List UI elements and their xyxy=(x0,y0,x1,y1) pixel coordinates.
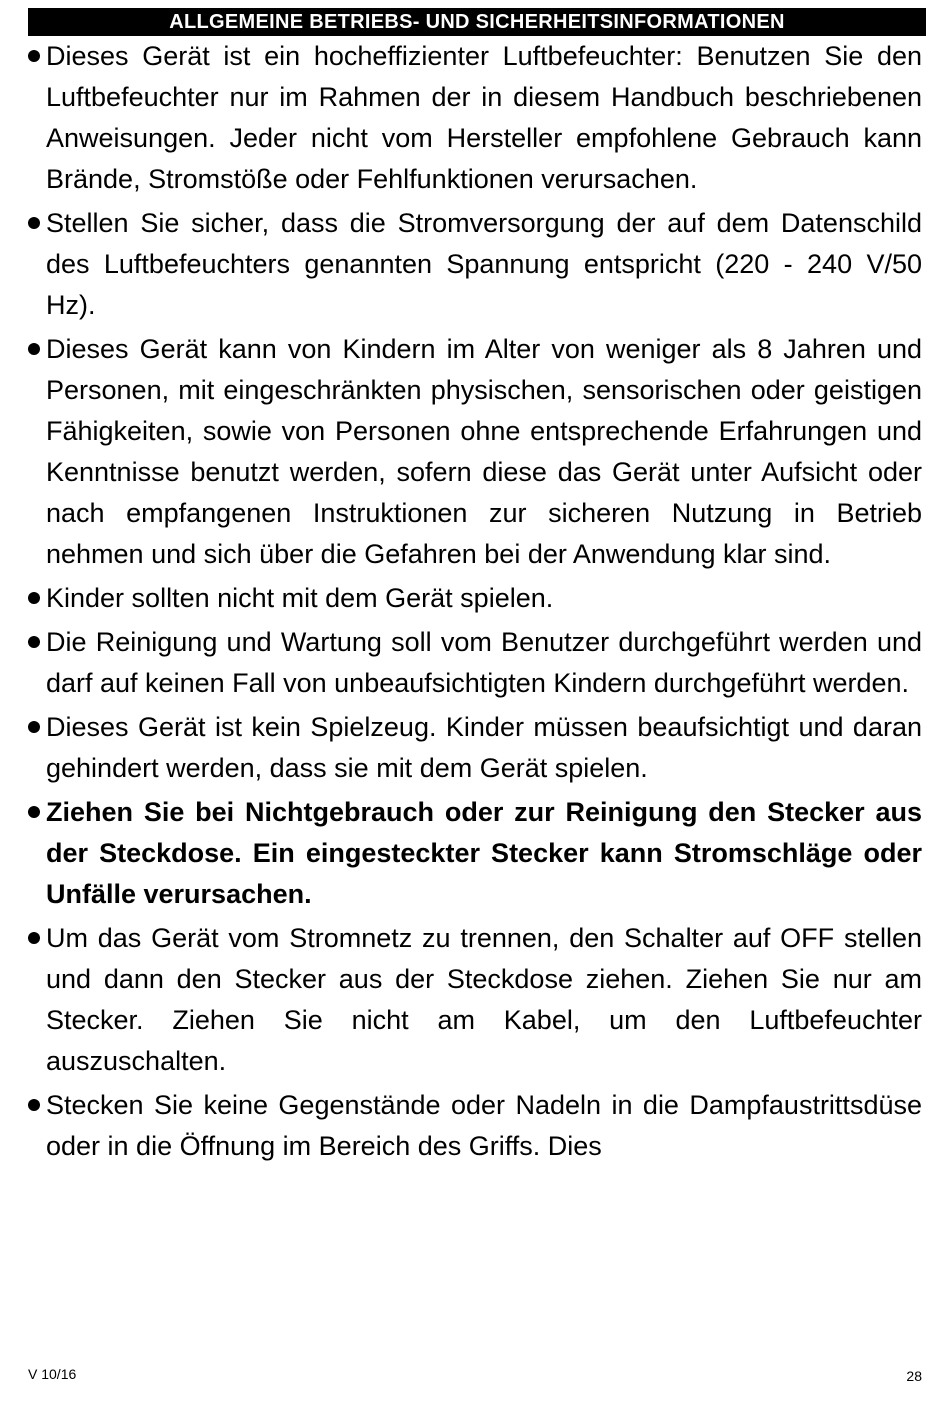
list-item-text: Stecken Sie keine Gegenstände oder Nadeln in die Dampfaustrittsdüse oder in die Öffnung im Bereich des Griffs. Dies xyxy=(46,1090,922,1161)
bullet-icon xyxy=(28,1099,40,1111)
bullet-icon xyxy=(28,636,40,648)
version-label: V 10/16 xyxy=(28,1366,77,1382)
list-item-text: Ziehen Sie bei Nichtgebrauch oder zur Reinigung den Stecker aus der Steckdose. Ein eingesteckter Stecker kann Stromschläge oder Unfälle verursachen. xyxy=(46,797,922,909)
list-item-text: Dieses Gerät ist kein Spielzeug. Kinder müssen beaufsichtigt und daran gehindert werden, dass sie mit dem Gerät spielen. xyxy=(46,712,922,783)
list-item xyxy=(28,1085,922,1167)
bullet-icon xyxy=(28,592,40,604)
bullet-icon xyxy=(28,721,40,733)
list-item-text: Kinder sollten nicht mit dem Gerät spielen. xyxy=(46,583,554,613)
list-item xyxy=(28,707,922,789)
page-number: 28 xyxy=(906,1368,922,1384)
list-item-text: Dieses Gerät ist ein hocheffizienter Luftbefeuchter: Benutzen Sie den Luftbefeuchter nur im Rahmen der in diesem Handbuch beschriebenen Anweisungen. Jeder nicht vom Hersteller empfohlene Gebrauch kann Brände, Stromstöße oder Fehlfunktionen verursachen. xyxy=(46,41,922,194)
list-item-text: Stellen Sie sicher, dass die Stromversorgung der auf dem Datenschild des Luftbefeuchters genannten Spannung entspricht (220 - 240 V/50 Hz). xyxy=(46,208,922,320)
safety-instructions-list xyxy=(28,36,922,1170)
bullet-icon xyxy=(28,50,40,62)
bullet-icon xyxy=(28,932,40,944)
bullet-icon xyxy=(28,806,40,818)
bullet-icon xyxy=(28,343,40,355)
section-header: ALLGEMEINE BETRIEBS- UND SICHERHEITSINFORMATIONEN xyxy=(28,8,926,36)
list-item-text: Dieses Gerät kann von Kindern im Alter von weniger als 8 Jahren und Personen, mit eingeschränkten physischen, sensorischen oder geistigen Fähigkeiten, sowie von Personen ohne entsprechende Erfahrungen und Kenntnisse benutzt werden, sofern diese das Gerät unter Aufsicht oder nach empfangenen Instruktionen zur sicheren Nutzung in Betrieb nehmen und sich über die Gefahren bei der Anwendung klar sind. xyxy=(46,334,922,569)
list-item-text: Um das Gerät vom Stromnetz zu trennen, den Schalter auf OFF stellen und dann den Stecker aus der Steckdose ziehen. Ziehen Sie nur am Stecker. Ziehen Sie nicht am Kabel, um den Luftbefeuchter auszuschalten. xyxy=(46,923,922,1076)
list-item-warning xyxy=(28,792,922,915)
list-item xyxy=(28,918,922,1082)
list-item-text: Die Reinigung und Wartung soll vom Benutzer durchgeführt werden und darf auf keinen Fall von unbeaufsichtigten Kindern durchgeführt werden. xyxy=(46,627,922,698)
list-item xyxy=(28,622,922,704)
bullet-icon xyxy=(28,217,40,229)
list-item xyxy=(28,578,922,619)
list-item xyxy=(28,329,922,575)
list-item xyxy=(28,203,922,326)
list-item xyxy=(28,36,922,200)
